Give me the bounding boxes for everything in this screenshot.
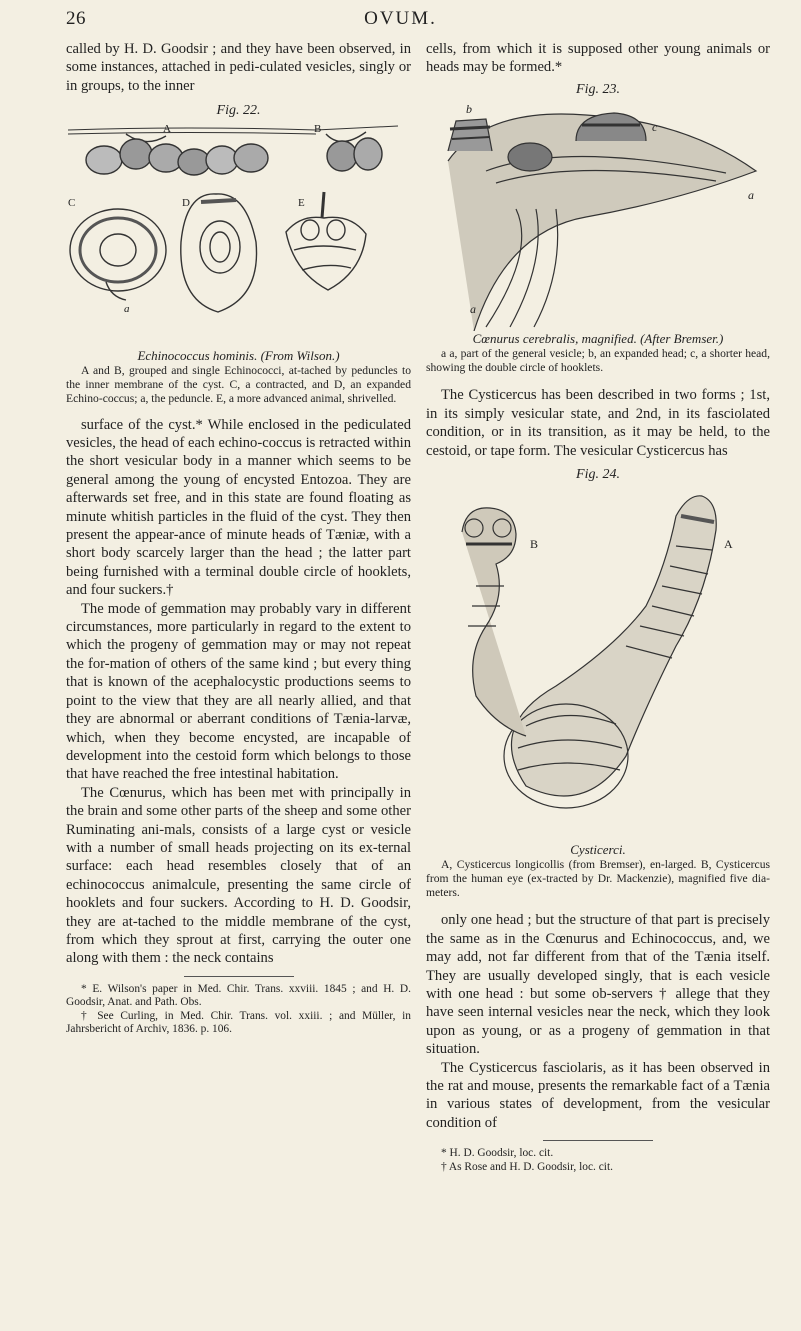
fig22-letter-a-lower: a [124, 303, 130, 316]
fig23-letter-a-left: a [470, 301, 476, 316]
fig22-letter-e: E [298, 197, 305, 210]
fig22-letter-a-upper: A [163, 123, 171, 136]
fig23-head-b [448, 119, 492, 151]
footnote-rule [184, 976, 294, 977]
fig24-label: Fig. 24. [576, 467, 620, 483]
fig22-figure-d [181, 194, 257, 312]
fig22-cluster-b [327, 138, 382, 171]
running-head: OVUM. [364, 8, 437, 29]
fig24-letter-b: B [530, 537, 539, 552]
left-paragraph-2: The mode of gemmation may probably vary in different circumstances, more particularly in regard to the extent to which the progeny of gemmation may or may not repeat the for-mation of others of the same kind ; but every thing that is known of the acephalocystic productions seems to point to the view that they are all nearly allied, and that they are abnormal or aberrant conditions of Tænia-larvæ, which, when they become encysted, are incapable of development into the cestoid form which belongs to those that have reached the free intestinal habitation. [66, 600, 411, 783]
left-footnote-2: † See Curling, in Med. Chir. Trans. vol. xxiii. ; and Müller, in Jahrsbericht of Archiv, 1836. p. 106. [66, 1009, 411, 1036]
fig22-figure-c [70, 209, 166, 300]
fig22-label: Fig. 22. [216, 103, 261, 119]
fig22-illustration [66, 122, 411, 348]
footnote-rule-right [543, 1140, 653, 1141]
right-intro-paragraph: cells, from which it is supposed other young animals or heads may be formed.* [426, 41, 770, 76]
left-paragraph-3: The Cœnurus, which has been met with principally in the brain and some other parts of the sheep and some other Ruminating ani-mals, consists of a large cyst or vesicle with a number of small heads projecting on its ex-ternal surface: each head resembles closely that of an echinococcus animalcule, presenting the same circle of hooklets and four suckers. According to H. D. Goodsir, they are at-tached to the middle membrane of the cyst, from which they sprout at first, carrying the outer one along with them : the neck contains [66, 784, 411, 967]
fig22-caption-body: A and B, grouped and single Echinococci, at-tached by peduncles to the inner membrane of the cyst. C, a contracted, and D, an expanded Echino-coccus; a, the peduncle. E, a more advanced animal, shrivelled. [66, 364, 411, 405]
left-column [66, 40, 411, 1036]
fig23-caption-body: a a, part of the general vesicle; b, an expanded head; c, a shorter head, showing the double circle of hooklets. [426, 346, 770, 374]
figure-24 [426, 466, 770, 899]
fig23-letter-a-right: a [748, 187, 754, 202]
fig23-letter-c: c [652, 119, 658, 134]
right-footnotes [426, 1140, 770, 1174]
fig24-caption-body: A, Cysticercus longicollis (from Bremser), en-larged. B, Cysticercus from the human eye (ex-tracted by Dr. Mackenzie), magnified five dia-meters. [426, 858, 770, 899]
fig23-illustration [426, 101, 770, 331]
right-paragraph-1: The Cysticercus has been described in two forms ; 1st, in its simply vesicular state, and 2nd, in its fasciolated condition, or in its transition, as it may be held, to the cestoid, or tape form. The vesicular Cysticercus has [426, 387, 770, 459]
left-footnote-1: * E. Wilson's paper in Med. Chir. Trans. xxviii. 1845 ; and H. D. Goodsir, Anat. and Path. Obs. [66, 982, 411, 1009]
right-footnote-1: * H. D. Goodsir, loc. cit. [441, 1147, 554, 1160]
fig22-caption-title: Echinococcus hominis. (From Wilson.) [137, 348, 340, 364]
fig22-letter-d: D [182, 197, 190, 210]
left-intro-paragraph: called by H. D. Goodsir ; and they have been observed, in some instances, attached in pedi-culated vesicles, singly or in groups, to the inner [66, 41, 411, 94]
fig22-letter-c: C [68, 197, 76, 210]
left-paragraph-1: surface of the cyst.* While enclosed in the pediculated vesicles, the head of each echino-coccus is retracted within the short vesicular body in a manner which seems to be general among the young of encysted Entozoa. They are afterwards set free, and in this state are found floating as minute whitish particles in the fluid of the cyst. They then present the appear-ance of minute heads of Tæniæ, with a short body scarcely larger than the head ; the latter part being furnished with a terminal double circle of hooklets, and four suckers.† [66, 416, 411, 599]
fig24-illustration [426, 486, 770, 842]
fig22-cluster-a [86, 139, 268, 175]
figure-22 [66, 102, 411, 405]
fig24-letter-a: A [724, 537, 733, 552]
right-footnote-2: † As Rose and H. D. Goodsir, loc. cit. [441, 1160, 613, 1173]
left-footnotes [66, 976, 411, 1037]
fig24-caption-title: Cysticerci. [570, 842, 626, 858]
fig23-label: Fig. 23. [576, 81, 620, 97]
right-column [426, 40, 770, 1174]
page-number: 26 [66, 8, 86, 29]
fig23-caption-title: Cœnurus cerebralis, magnified. (After Bremser.) [472, 330, 724, 346]
fig23-letter-b: b [466, 101, 472, 116]
fig22-letter-b: B [314, 123, 322, 136]
right-paragraph-3: The Cysticercus fasciolaris, as it has been observed in the rat and mouse, presents the remarkable fact of a Tænia in various states of development, from the vesicular condition of [426, 1059, 770, 1131]
right-paragraph-2: only one head ; but the structure of that part is precisely the same as in the Cœnurus and Echinococcus, and, we may add, not far different from that of the Tænia itself. They are usually developed singly, that is each vesicle with one head : but some ob-servers † allege that they have seen internal vesicles near the neck, which they look upon as young, or as a progeny of gemmation in that situation. [426, 912, 770, 1058]
page-header [0, 8, 801, 30]
fig24-cysticercus-b [462, 508, 526, 736]
figure-23 [426, 81, 770, 375]
